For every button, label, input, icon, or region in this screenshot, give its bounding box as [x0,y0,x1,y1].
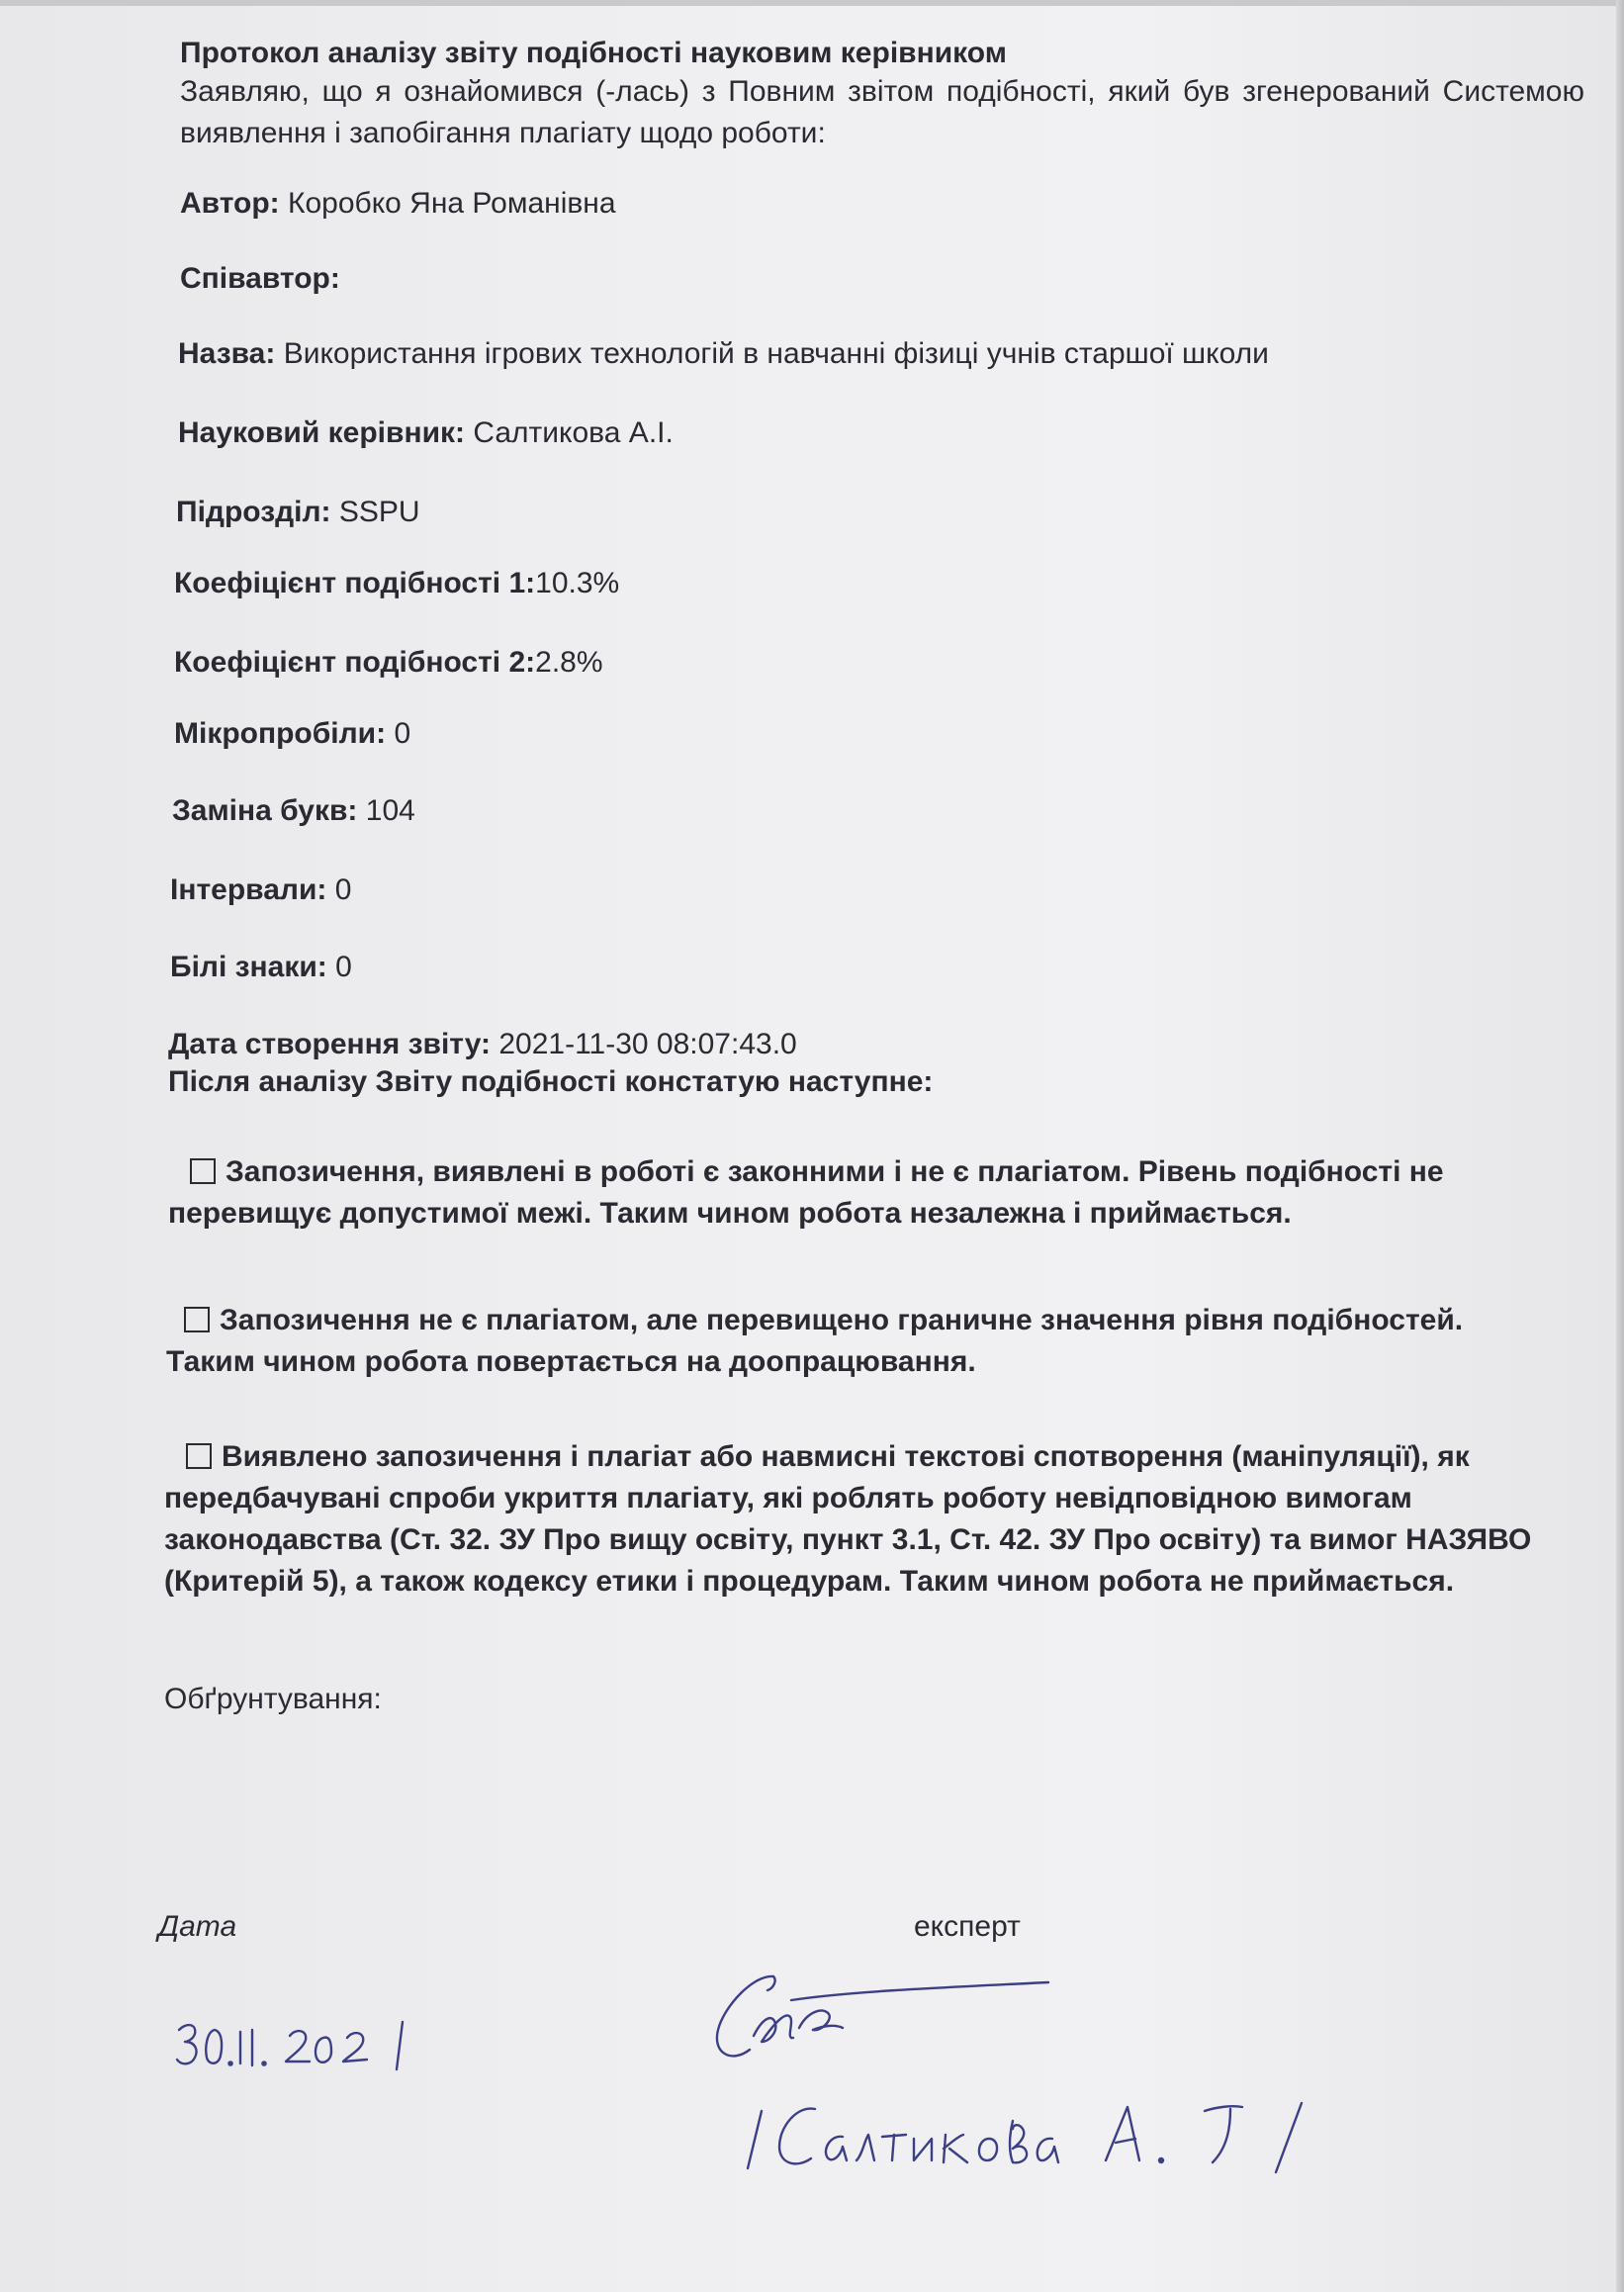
field-label: Автор: [180,187,280,220]
field-similarity-1 [174,564,619,603]
field-value: 0 [326,873,352,906]
field-microspaces [174,714,410,754]
conclusion-option-1[interactable] [168,1151,1553,1235]
field-work-title [178,334,1269,374]
field-value: 0 [326,951,352,983]
field-similarity-2 [174,643,603,683]
field-label: Дата створення звіту: [168,1028,492,1060]
handwritten-date-drawing [173,2008,430,2087]
field-label: Підрозділ: [176,496,331,528]
field-label: Інтервали: [170,873,327,906]
field-supervisor [178,413,674,453]
date-label: Дата [158,1910,237,1943]
option-text: Виявлено запозичення і плагіат або навмисні текстові спотворення (маніпуляції), як передбачувані спроби укриття плагіату, які роблять роботу невідповідною вимогам законодавства (Ст. 32. ЗУ Про вищу освіту, пункт 3.1, Ст. 42. ЗУ Про освіту) та вимог НАЗЯВО (Критерій 5), а також кодексу етики і процедурам. Таким чином робота не приймається. [164,1440,1532,1598]
handwritten-date [173,2008,430,2092]
field-author [180,184,616,224]
checkbox[interactable] [186,1443,212,1469]
field-value: 104 [357,794,415,827]
page-edge-top [0,0,1624,6]
signature-drawing [704,1967,1060,2085]
field-label: Мікропробіли: [174,717,387,750]
declaration-text: Заявляю, що я ознайомився (-лась) з Повним звітом подібності, який був згенерований Системою виявлення і запобігання плагіату щодо роботи: [180,75,1584,149]
field-value: Використання ігрових технологій в навчанні фізиці учнів старшої школи [275,337,1269,370]
expert-label: експерт [914,1910,1021,1943]
checkbox[interactable] [190,1158,216,1184]
justification-label: Обґрунтування: [164,1683,382,1715]
option-text: Запозичення не є плагіатом, але перевищено граничне значення рівня подібностей. Таким чином робота повертається на доопрацювання. [166,1304,1464,1378]
option-text: Запозичення, виявлені в роботі є законними і не є плагіатом. Рівень подібності не перевищує допустимої межі. Таким чином робота незалежна і приймається. [168,1155,1444,1230]
field-white-signs [170,948,352,987]
field-value: 2.8% [535,646,603,679]
field-value: 2021-11-30 08:07:43.0 [491,1028,797,1060]
field-value: 10.3% [535,567,620,599]
field-value: 0 [386,717,411,750]
field-value: Коробко Яна Романівна [279,187,616,220]
field-label: Назва: [178,337,276,370]
field-label: Коефіцієнт подібності 1: [174,567,536,599]
handwritten-name [740,2077,1373,2191]
handwritten-name-drawing [740,2077,1373,2186]
field-value: Салтикова А.І. [465,416,674,449]
signature [704,1967,1060,2090]
field-label: Співавтор: [180,262,340,295]
document-title: Протокол аналізу звіту подібності науковим керівником [180,37,1007,69]
field-label: Науковий керівник: [178,416,466,449]
field-label: Коефіцієнт подібності 2: [174,646,536,679]
field-letter-replacement [172,791,415,831]
page-edge-right [1616,0,1624,2292]
conclusion-option-2[interactable] [166,1300,1551,1383]
field-report-date [168,1025,797,1064]
field-department [176,493,420,532]
field-intervals [170,871,351,910]
field-value: SSPU [330,496,420,528]
conclusion-option-3[interactable] [164,1436,1569,1603]
field-label: Заміна букв: [172,794,358,827]
after-analysis-heading: Після аналізу Звіту подібності констатую наступне: [168,1065,934,1098]
checkbox[interactable] [184,1307,210,1332]
field-coauthor [180,259,340,299]
field-label: Білі знаки: [170,951,327,983]
